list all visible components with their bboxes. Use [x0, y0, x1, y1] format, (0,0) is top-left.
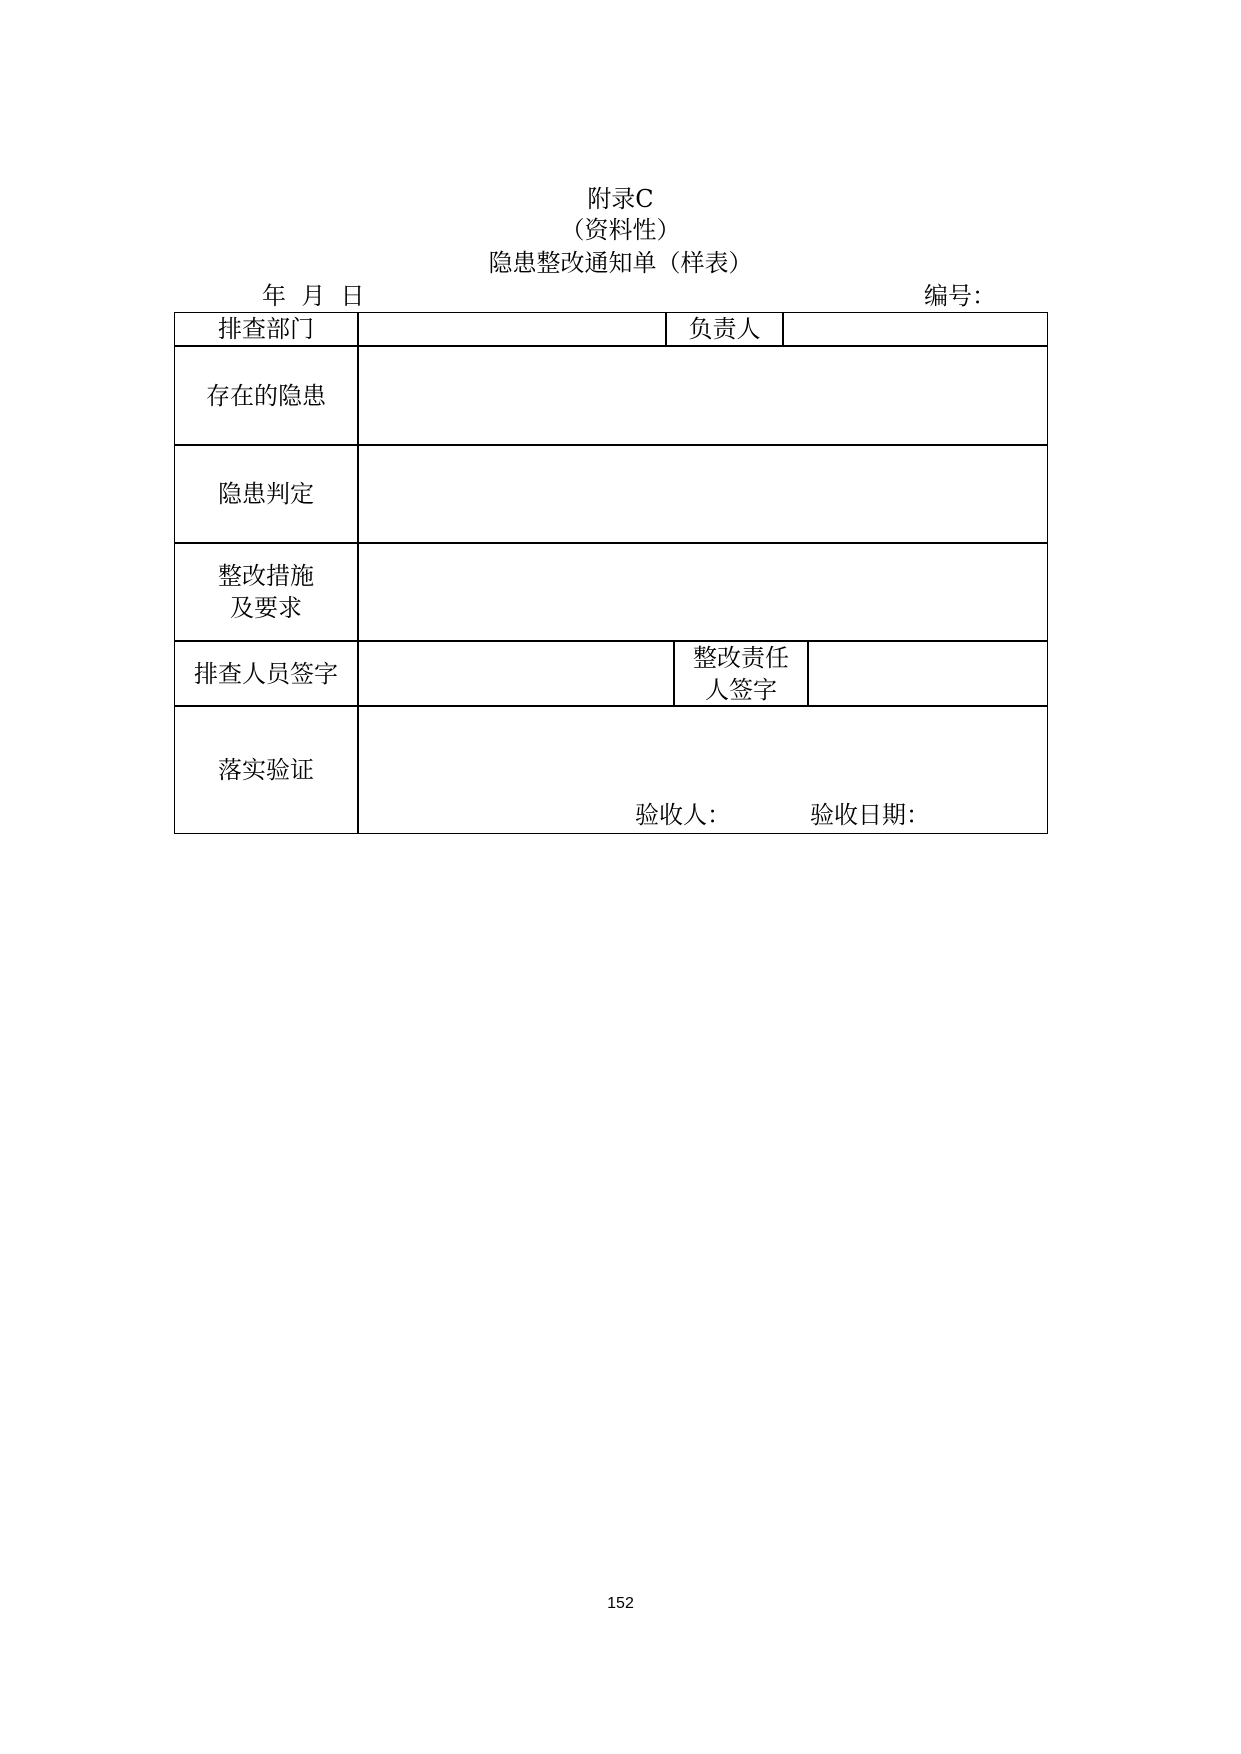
rectifier-sign-label-line2: 人签字: [705, 675, 777, 704]
form-title: 隐患整改通知单（样表）: [488, 249, 753, 277]
inspector-sign-value: [359, 642, 673, 705]
date-label: 年 月 日: [262, 282, 365, 310]
acceptance-date-label: 验收日期：: [810, 801, 930, 829]
appendix-heading: 附录C: [587, 185, 654, 213]
hazard-value: [359, 347, 1047, 444]
department-label: 排查部门: [218, 315, 314, 343]
measures-label-line2: 及要求: [230, 594, 302, 622]
inspector-sign-label: 排查人员签字: [194, 659, 338, 688]
rectifier-sign-label: [675, 642, 807, 705]
number-label: 编号：: [924, 282, 996, 310]
page-number: 152: [607, 1595, 634, 1612]
hazard-rectification-form: [174, 312, 1048, 834]
responsible-value: [784, 313, 1047, 345]
hazard-label: 存在的隐患: [206, 381, 326, 410]
acceptor-label: 验收人：: [635, 801, 731, 829]
rectifier-sign-value: [809, 642, 1047, 705]
rectifier-sign-label-line1: 整改责任: [693, 643, 789, 672]
appendix-nature: （资料性）: [560, 216, 681, 244]
judgement-value: [359, 446, 1047, 542]
measures-value: [359, 544, 1047, 640]
responsible-label: 负责人: [688, 315, 761, 343]
verification-label: 落实验证: [218, 756, 314, 784]
department-value: [359, 313, 665, 345]
measures-label-line1: 整改措施: [218, 562, 314, 590]
measures-label: [175, 544, 357, 640]
judgement-label: 隐患判定: [218, 480, 314, 508]
